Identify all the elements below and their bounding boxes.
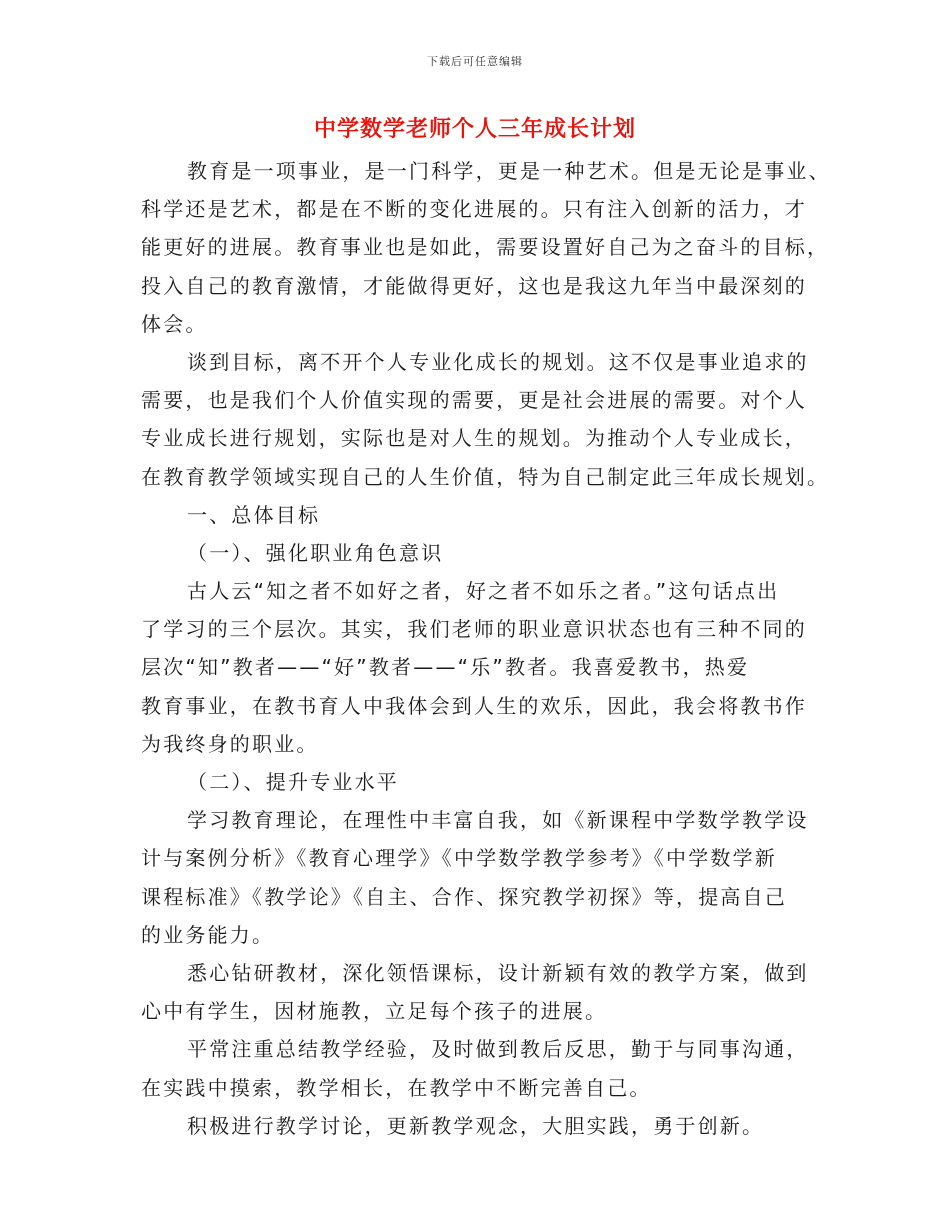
page-header: 下载后可任意编辑 [427, 55, 523, 68]
text-line: 古人云“知之者不如好之者，好之者不如乐之者。”这句话点出 [187, 579, 780, 604]
text-line: 学习教育理论，在理性中丰富自我，如《新课程中学数学教学设 [187, 808, 809, 833]
text-line: 教育是一项事业，是一门科学，更是一种艺术。但是无论是事业、 [187, 159, 831, 183]
text-line: 平常注重总结教学经验，及时做到教后反思，勤于与同事沟通， [187, 1037, 809, 1062]
text-line: （二）、提升专业水平 [187, 770, 399, 794]
text-line: 悉心钻研教材，深化领悟课标，设计新颖有效的教学方案，做到 [187, 960, 809, 985]
text-line: 能更好的进展。教育事业也是如此，需要设置好自己为之奋斗的目标， [141, 235, 830, 260]
text-line: 需要，也是我们个人价值实现的需要，更是社会进展的需要。对个人 [141, 388, 807, 413]
text-line: 一、总体目标 [187, 502, 321, 527]
text-line: 层次“知”教者——“好”教者——“乐”教者。我喜爱教书，热爱 [141, 655, 750, 680]
text-line: 积极进行教学讨论，更新教学观念，大胆实践，勇于创新。 [187, 1113, 765, 1138]
text-line: 心中有学生，因材施教，立足每个孩子的进展。 [141, 999, 608, 1024]
document-body [141, 152, 831, 1145]
text-line: 专业成长进行规划，实际也是对人生的规划。为推动个人专业成长， [141, 426, 807, 451]
text-line: 谈到目标，离不开个人专业化成长的规划。这不仅是事业追求的 [187, 349, 809, 374]
text-line: 计与案例分析》《教育心理学》《中学数学教学参考》《中学数学新 [141, 846, 777, 871]
text-line: 课程标准》《教学论》《自主、合作、探究教学初探》等，提高自己 [141, 884, 787, 909]
text-line: 的业务能力。 [141, 922, 275, 947]
text-line: 在教育教学领域实现自己的人生价值，特为自己制定此三年成长规划。 [141, 464, 830, 489]
text-line: 在实践中摸索，教学相长，在教学中不断完善自己。 [141, 1075, 652, 1100]
text-line: 了学习的三个层次。其实，我们老师的职业意识状态也有三种不同的 [141, 617, 807, 642]
text-line: 体会。 [141, 311, 208, 336]
text-line: （一）、强化职业角色意识 [187, 540, 444, 565]
text-line: 为我终身的职业。 [141, 731, 319, 756]
text-line: 投入自己的教育激情，才能做得更好，这也是我这九年当中最深刻的 [141, 273, 807, 298]
document-title: 中学数学老师个人三年成长计划 [313, 117, 636, 142]
text-line: 科学还是艺术，都是在不断的变化进展的。只有注入创新的活力，才 [141, 197, 807, 222]
text-line: 教育事业，在教书育人中我体会到人生的欢乐，因此，我会将教书作 [141, 693, 807, 718]
